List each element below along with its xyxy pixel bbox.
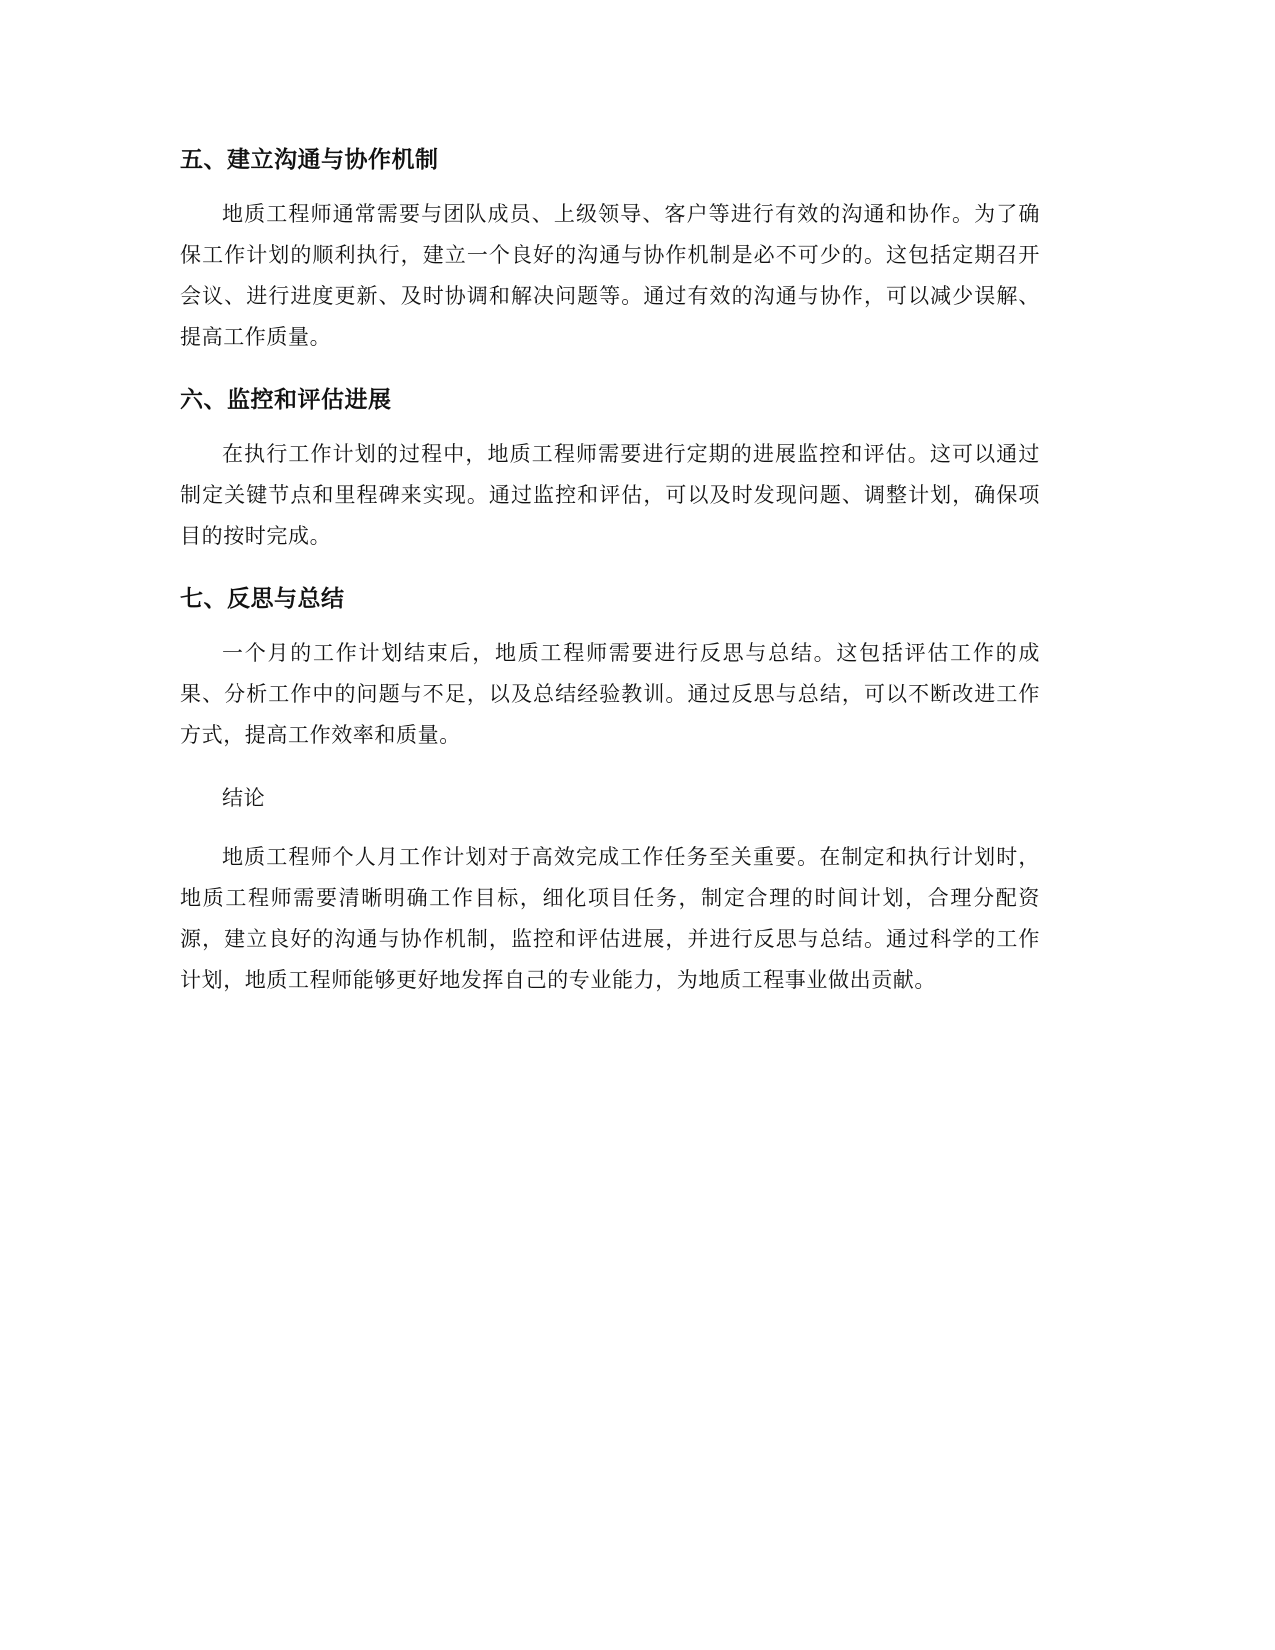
conclusion-paragraph: 地质工程师个人月工作计划对于高效完成工作任务至关重要。在制定和执行计划时，地质工程师需要清晰明确工作目标，细化项目任务，制定合理的时间计划，合理分配资源，建立良好的沟通与协作机制，监控和评估进展，并进行反思与总结。通过科学的工作计划，地质工程师能够更好地发挥自己的专业能力，为地质工程事业做出贡献。 xyxy=(180,845,1040,992)
section-paragraph-6: 在执行工作计划的过程中，地质工程师需要进行定期的进展监控和评估。这可以通过制定关键节点和里程碑来实现。通过监控和评估，可以及时发现问题、调整计划，确保项目的按时完成。 xyxy=(180,442,1040,548)
conclusion-label: 结论 xyxy=(222,786,266,810)
section-heading-6: 六、监控和评估进展 xyxy=(180,387,392,413)
document-page xyxy=(180,140,1040,1023)
section-heading-7: 七、反思与总结 xyxy=(180,586,345,612)
section-paragraph-7: 一个月的工作计划结束后，地质工程师需要进行反思与总结。这包括评估工作的成果、分析工作中的问题与不足，以及总结经验教训。通过反思与总结，可以不断改进工作方式，提高工作效率和质量。 xyxy=(180,641,1040,747)
section-heading-5: 五、建立沟通与协作机制 xyxy=(180,147,439,173)
section-paragraph-5: 地质工程师通常需要与团队成员、上级领导、客户等进行有效的沟通和协作。为了确保工作计划的顺利执行，建立一个良好的沟通与协作机制是必不可少的。这包括定期召开会议、进行进度更新、及时协调和解决问题等。通过有效的沟通与协作，可以减少误解、提高工作质量。 xyxy=(180,202,1040,349)
